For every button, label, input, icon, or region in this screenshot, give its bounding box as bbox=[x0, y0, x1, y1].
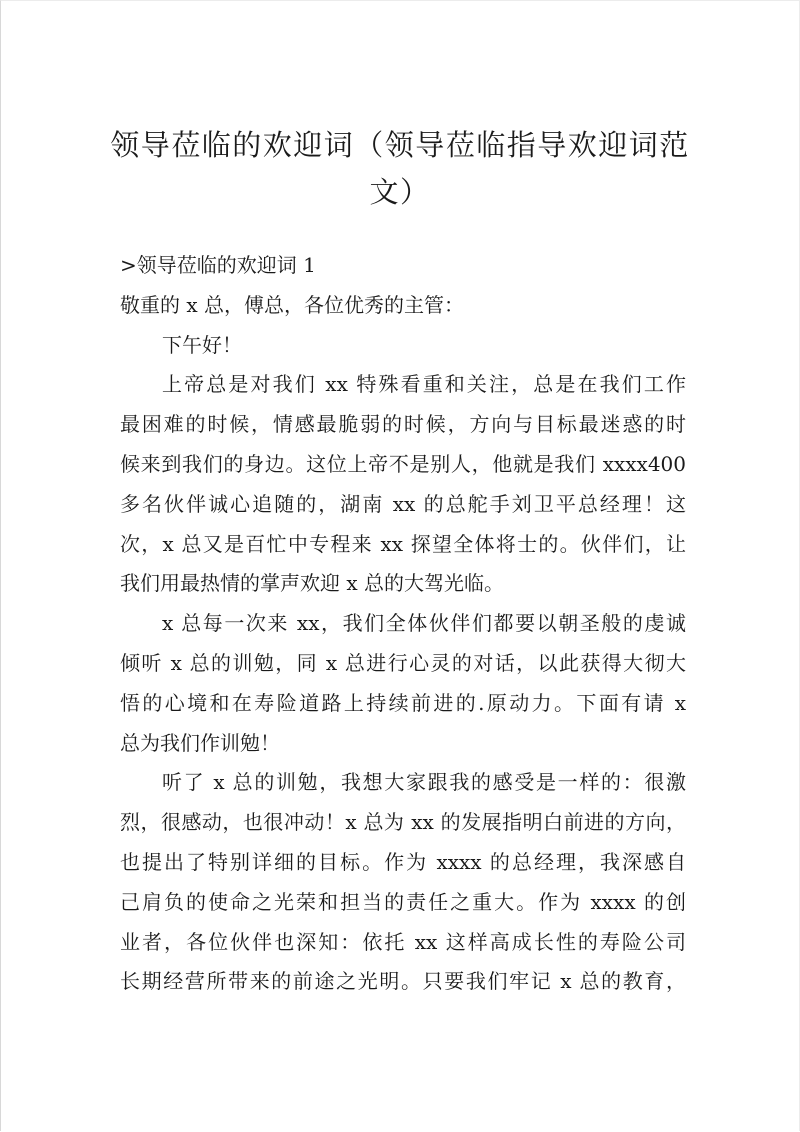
document-title bbox=[100, 120, 700, 214]
paragraph-line: 候来到我们的身边。这位上帝不是别人，他就是我们 xxxx400 bbox=[120, 451, 686, 476]
paragraph-1 bbox=[120, 365, 686, 604]
greeting: 下午好！ bbox=[162, 332, 242, 357]
paragraph-line: 听了 x 总的训勉，我想大家跟我的感受是一样的：很激 bbox=[162, 770, 686, 795]
paragraph-line: 长期经营所带来的前途之光明。只要我们牢记 x 总的教育， bbox=[120, 969, 686, 994]
paragraph-line: 倾听 x 总的训勉，同 x 总进行心灵的对话，以此获得大彻大 bbox=[120, 650, 686, 675]
paragraph-line: 最困难的时候，情感最脆弱的时候，方向与目标最迷惑的时 bbox=[120, 412, 686, 437]
paragraph-line: 烈，很感动，也很冲动！x 总为 xx 的发展指明白前进的方向， bbox=[120, 810, 686, 835]
paragraph-3 bbox=[120, 763, 686, 1002]
salutation: 敬重的 x 总，傅总，各位优秀的主管： bbox=[120, 292, 464, 317]
section-heading: >领导莅临的欢迎词 1 bbox=[120, 253, 316, 277]
paragraph-line: 总为我们作训勉！ bbox=[120, 730, 280, 755]
title-line-2: 文） bbox=[369, 175, 431, 209]
paragraph-line: 己肩负的使命之光荣和担当的责任之重大。作为 xxxx 的创 bbox=[120, 889, 686, 914]
paragraph-line: 我们用最热情的掌声欢迎 x 总的大驾光临。 bbox=[120, 571, 504, 596]
paragraph-line: 也提出了特别详细的目标。作为 xxxx 的总经理，我深感自 bbox=[120, 849, 686, 874]
paragraph-line: 悟的心境和在寿险道路上持续前进的.原动力。下面有请 x bbox=[120, 690, 686, 715]
paragraph-line: x 总每一次来 xx，我们全体伙伴们都要以朝圣般的虔诚 bbox=[162, 611, 686, 636]
title-line-1: 领导莅临的欢迎词（领导莅临指导欢迎词范 bbox=[110, 128, 690, 162]
document-body bbox=[120, 246, 686, 1002]
paragraph-line: 上帝总是对我们 xx 特殊看重和关注，总是在我们工作 bbox=[162, 372, 686, 397]
paragraph-2 bbox=[120, 604, 686, 763]
paragraph-line: 业者，各位伙伴也深知：依托 xx 这样高成长性的寿险公司 bbox=[120, 929, 686, 954]
paragraph-line: 多名伙伴诚心追随的，湖南 xx 的总舵手刘卫平总经理！这 bbox=[120, 491, 686, 516]
paragraph-line: 次，x 总又是百忙中专程来 xx 探望全体将士的。伙伴们，让 bbox=[120, 531, 686, 556]
